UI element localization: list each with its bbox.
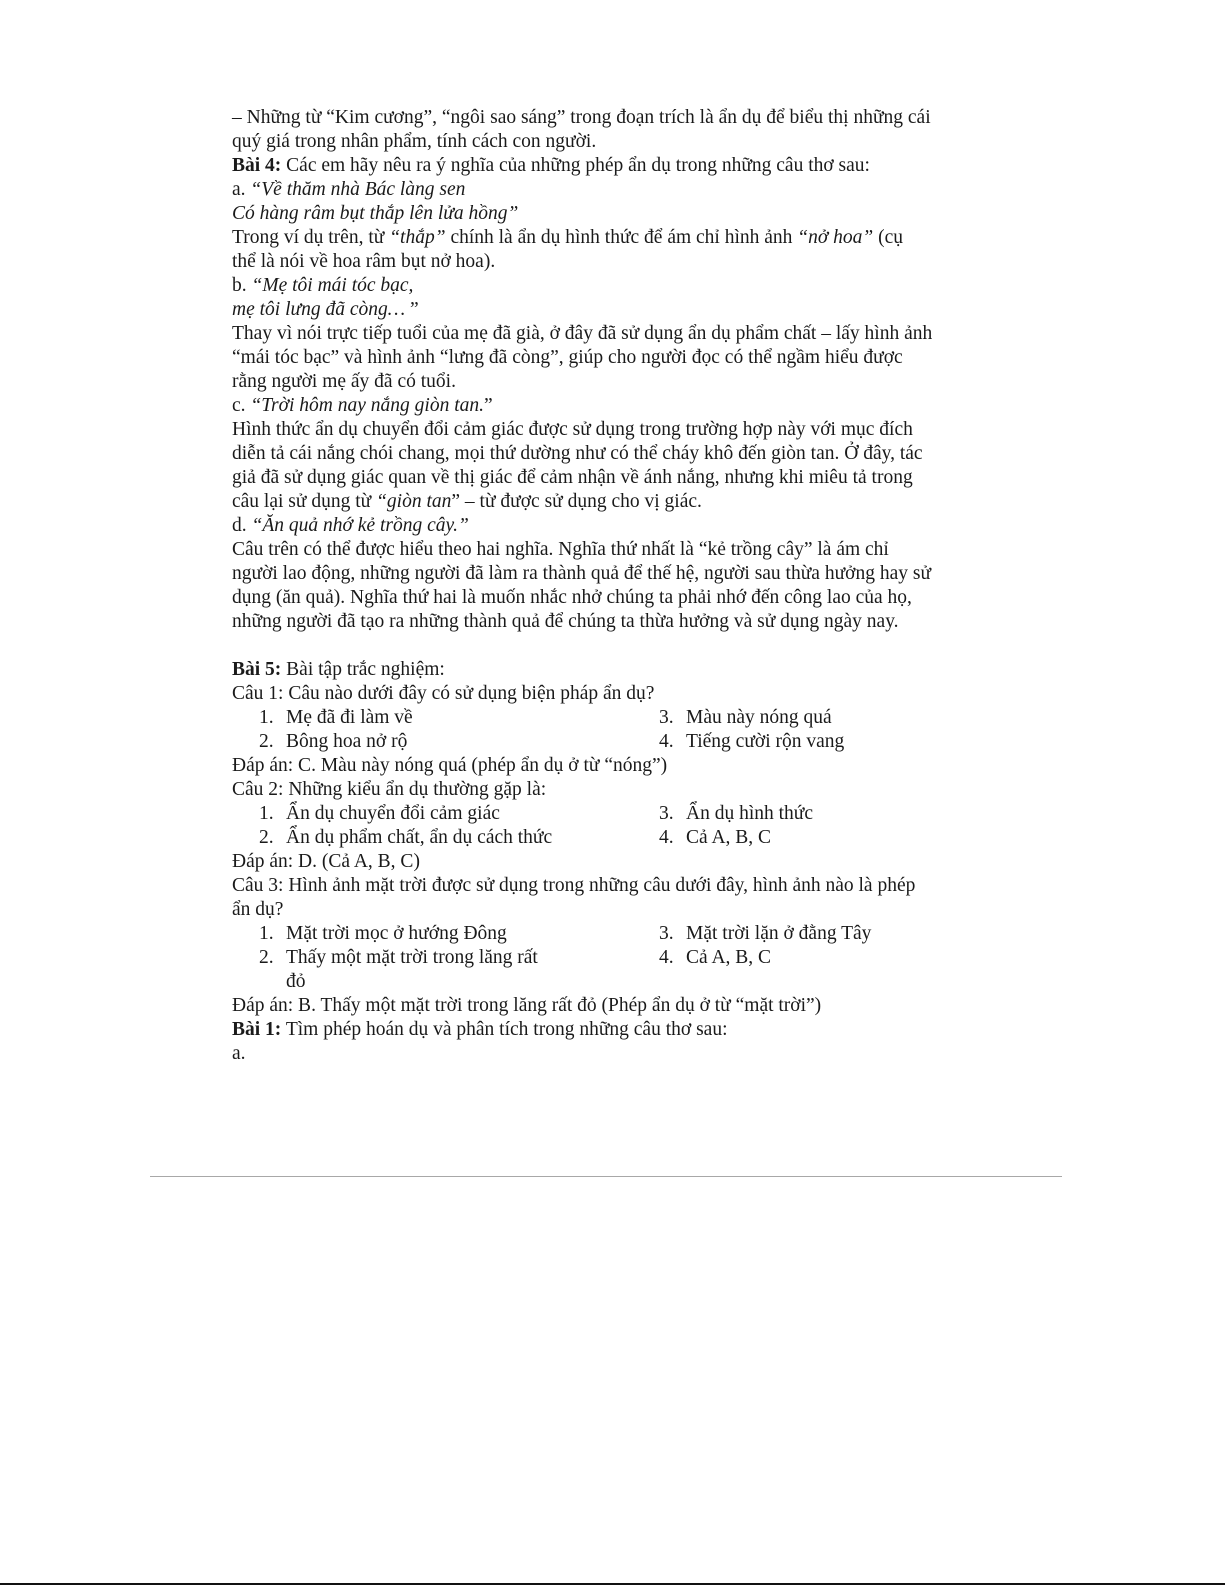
- option-number: 4.: [659, 827, 674, 848]
- option-number: 3.: [659, 707, 674, 728]
- item-b-verse-1-text: “Mẹ tôi mái tóc bạc,: [251, 275, 414, 296]
- option-number: 2.: [259, 827, 274, 848]
- question-1: Câu 1: Câu nào dưới đây có sử dụng biện pháp ẩn dụ?: [232, 683, 655, 704]
- option-text: Mặt trời lặn ở đằng Tây: [686, 923, 872, 944]
- item-c-explanation-2: diễn tả cái nắng chói chang, mọi thứ dường như có thể cháy khô đến giòn tan. Ở đây, tác: [232, 443, 923, 464]
- option-text: Ẩn dụ hình thức: [686, 803, 814, 824]
- item-a-expl-word2: “nở hoa”: [797, 227, 874, 248]
- question-3-answer: Đáp án: B. Thấy một mặt trời trong lăng rất đỏ (Phép ẩn dụ ở từ “mặt trời”): [232, 995, 822, 1016]
- option-number: 3.: [659, 923, 674, 944]
- bai1-heading: [232, 1018, 992, 1042]
- item-a-verse-1: [232, 178, 992, 202]
- intro-line-2: quý giá trong nhân phẩm, tính cách con người.: [232, 131, 597, 152]
- item-d-explanation-1: Câu trên có thể được hiểu theo hai nghĩa. Nghĩa thứ nhất là “kẻ trồng cây” là ám chỉ: [232, 539, 889, 560]
- option-text: Cả A, B, C: [686, 827, 772, 848]
- bai4-text: Các em hãy nêu ra ý nghĩa của những phép ẩn dụ trong những câu thơ sau:: [281, 155, 870, 176]
- question-3-option-2: [259, 946, 579, 994]
- bai1-text: Tìm phép hoán dụ và phân tích trong những câu thơ sau:: [281, 1019, 728, 1040]
- page-divider: [150, 1176, 1062, 1177]
- item-d-explanation-4: những người đã tạo ra những thành quả để chúng ta thừa hưởng và sử dụng ngày nay.: [232, 611, 899, 632]
- bai5-label: Bài 5:: [232, 659, 282, 680]
- option-number: 2.: [259, 731, 274, 752]
- question-1-options-row-1: [232, 706, 992, 730]
- item-c-last-pre: câu lại sử dụng từ: [232, 491, 377, 512]
- option-text: Ẩn dụ phẩm chất, ẩn dụ cách thức: [286, 827, 553, 848]
- item-a-explanation-1: [232, 226, 992, 250]
- question-1-option-3: [659, 706, 832, 730]
- item-c-explanation-3: giả đã sử dụng giác quan về thị giác để cảm nhận về ánh nắng, nhưng khi miêu tả trong: [232, 467, 913, 488]
- question-1-options-row-2: [232, 730, 992, 754]
- item-b-explanation-2: “mái tóc bạc” và hình ảnh “lưng đã còng”, giúp cho người đọc có thể ngầm hiểu được: [232, 347, 903, 368]
- question-3-option-1: [259, 922, 507, 946]
- item-b-explanation-1: Thay vì nói trực tiếp tuổi của mẹ đã già, ở đây đã sử dụng ẩn dụ phẩm chất – lấy hình ảnh: [232, 323, 933, 344]
- question-3-options-row-1: [232, 922, 992, 946]
- item-d-explanation-2: người lao động, những người đã làm ra thành quả để thế hệ, người sau thừa hưởng hay sử: [232, 563, 932, 584]
- question-2-options-row-1: [232, 802, 992, 826]
- item-c-last-word: “giòn tan: [376, 491, 452, 512]
- option-number: 2.: [259, 947, 274, 968]
- option-text: Cả A, B, C: [686, 947, 772, 968]
- bai5-text: Bài tập trắc nghiệm:: [281, 659, 445, 680]
- item-b-prefix: b.: [232, 275, 252, 296]
- paragraph-gap: [232, 634, 992, 658]
- option-text: Ẩn dụ chuyển đổi cảm giác: [286, 803, 500, 824]
- item-a-expl-word: “thắp”: [389, 227, 446, 248]
- option-number: 4.: [659, 947, 674, 968]
- question-2-option-4: [659, 826, 771, 850]
- item-d-explanation-3: dụng (ăn quả). Nghĩa thứ hai là muốn nhắc nhở chúng ta phải nhớ đến công lao của họ,: [232, 587, 912, 608]
- question-1-option-4: [659, 730, 844, 754]
- item-b-verse-2-close: ”: [410, 299, 419, 320]
- option-number: 1.: [259, 923, 274, 944]
- question-3-options-row-2: [232, 946, 992, 994]
- item-b-verse-2: [232, 298, 992, 322]
- item-d-verse-text: “Ăn quả nhớ kẻ trồng cây.”: [251, 515, 469, 536]
- question-2-option-2: [259, 826, 552, 850]
- option-text: Tiếng cười rộn vang: [686, 731, 845, 752]
- item-a-verse-1-text: “Về thăm nhà Bác làng sen: [250, 179, 466, 200]
- question-1-option-2: [259, 730, 407, 754]
- document-body: [232, 106, 992, 1066]
- item-c-explanation-1: Hình thức ẩn dụ chuyển đổi cảm giác được sử dụng trong trường hợp này với mục đích: [232, 419, 913, 440]
- item-c-last-post: ” – từ được sử dụng cho vị giác.: [451, 491, 702, 512]
- item-d-verse: [232, 514, 992, 538]
- option-number: 1.: [259, 803, 274, 824]
- question-2-answer: Đáp án: D. (Cả A, B, C): [232, 851, 420, 872]
- option-number: 3.: [659, 803, 674, 824]
- item-a-expl-post: (cụ: [873, 227, 904, 248]
- intro-line-1: – Những từ “Kim cương”, “ngôi sao sáng” trong đoạn trích là ẩn dụ để biểu thị những cái: [232, 107, 931, 128]
- bai5-heading: [232, 658, 992, 682]
- question-3-line-1: Câu 3: Hình ảnh mặt trời được sử dụng trong những câu dưới đây, hình ảnh nào là phép: [232, 875, 916, 896]
- item-c-verse-close: ”: [484, 395, 493, 416]
- item-a-prefix: a.: [232, 179, 251, 200]
- question-2: Câu 2: Những kiểu ẩn dụ thường gặp là:: [232, 779, 547, 800]
- item-a-expl-pre: Trong ví dụ trên, từ: [232, 227, 390, 248]
- bai4-heading: [232, 154, 992, 178]
- option-text: Màu này nóng quá: [686, 707, 832, 728]
- item-c-prefix: c.: [232, 395, 251, 416]
- item-a-verse-2: Có hàng râm bụt thắp lên lửa hồng”: [232, 203, 519, 224]
- option-text: Mặt trời mọc ở hướng Đông: [286, 923, 507, 944]
- option-number: 4.: [659, 731, 674, 752]
- question-1-option-1: [259, 706, 413, 730]
- item-c-explanation-4: [232, 490, 992, 514]
- item-b-verse-1: [232, 274, 992, 298]
- question-3-option-3: [659, 922, 871, 946]
- bai4-label: Bài 4:: [232, 155, 282, 176]
- question-3-line-2: ẩn dụ?: [232, 899, 284, 920]
- bai1-label: Bài 1:: [232, 1019, 282, 1040]
- option-text: Thấy một mặt trời trong lăng rất đỏ: [286, 947, 538, 992]
- item-c-verse-text: “Trời hôm nay nắng giòn tan.: [250, 395, 485, 416]
- option-number: 1.: [259, 707, 274, 728]
- item-a-start: a.: [232, 1043, 246, 1064]
- item-d-prefix: d.: [232, 515, 252, 536]
- question-3-option-4: [659, 946, 771, 970]
- item-b-verse-2-text: mẹ tôi lưng đã còng…: [232, 299, 410, 320]
- item-c-verse: [232, 394, 992, 418]
- question-2-option-3: [659, 802, 813, 826]
- item-a-expl-mid: chính là ẩn dụ hình thức để ám chỉ hình ảnh: [445, 227, 798, 248]
- item-a-explanation-2: thể là nói về hoa râm bụt nở hoa).: [232, 251, 496, 272]
- option-text: Mẹ đã đi làm về: [286, 707, 413, 728]
- question-2-option-1: [259, 802, 500, 826]
- question-2-options-row-2: [232, 826, 992, 850]
- option-text: Bông hoa nở rộ: [286, 731, 408, 752]
- item-b-explanation-3: rằng người mẹ ấy đã có tuổi.: [232, 371, 456, 392]
- question-1-answer: Đáp án: C. Màu này nóng quá (phép ẩn dụ ở từ “nóng”): [232, 755, 668, 776]
